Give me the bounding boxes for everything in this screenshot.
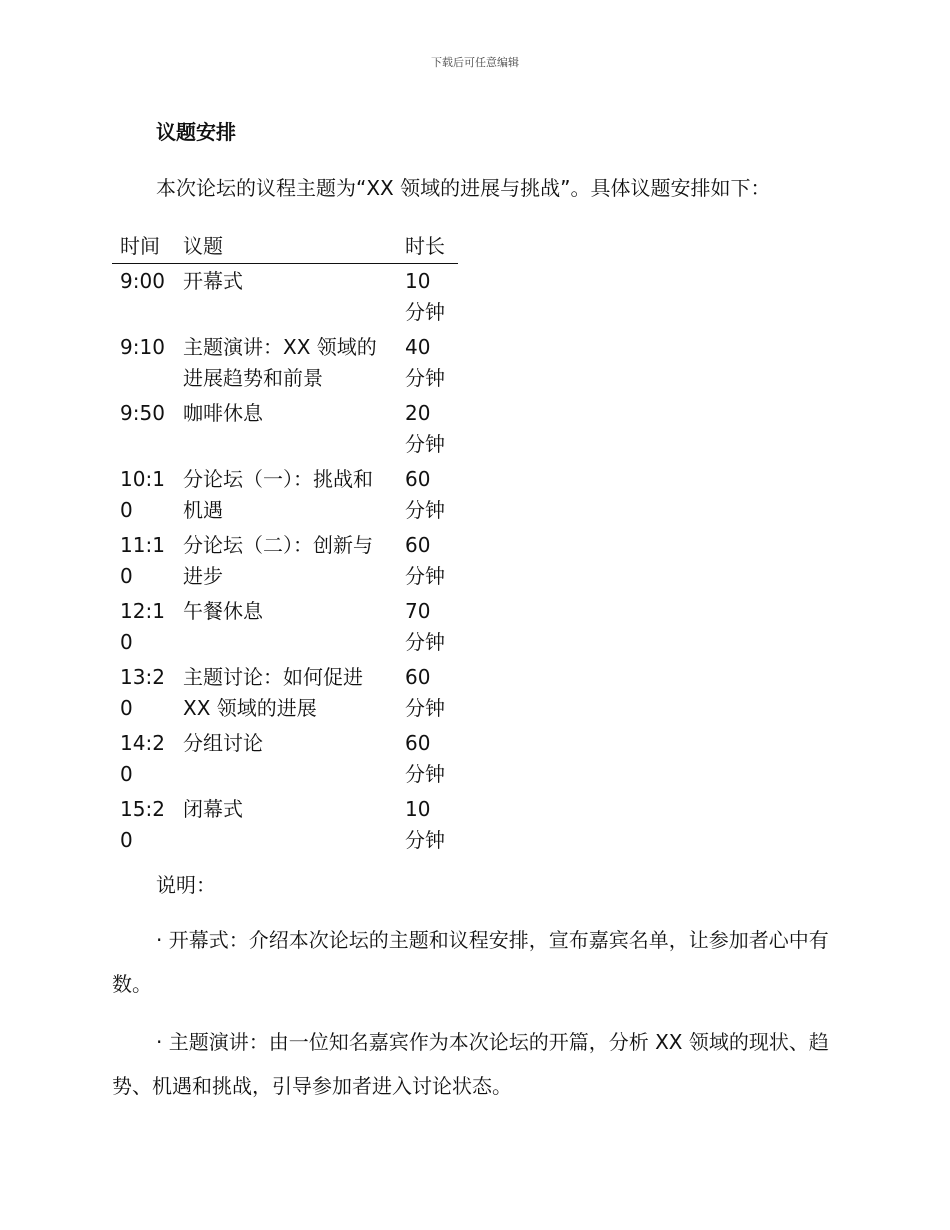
column-header-duration: 时长 xyxy=(397,229,458,264)
table-row xyxy=(112,660,458,726)
page-header-note: 下载后可任意编辑 xyxy=(431,56,519,69)
row-topic: 闭幕式 xyxy=(183,797,243,821)
row-topic: 咖啡休息 xyxy=(183,401,263,425)
note-item-opening: · 开幕式：介绍本次论坛的主题和议程安排，宣布嘉宾名单，让参加者心中有数。 xyxy=(112,928,829,996)
row-topic: 分组讨论 xyxy=(183,731,263,755)
row-duration: 60 分钟 xyxy=(405,533,445,588)
column-header-topic: 议题 xyxy=(175,229,397,264)
row-time: 9:10 xyxy=(120,335,165,359)
table-row xyxy=(112,594,458,660)
agenda-table xyxy=(112,229,458,858)
row-time: 11:10 xyxy=(120,533,165,588)
intro-paragraph: 本次论坛的议程主题为“XX 领域的进展与挑战”。具体议题安排如下： xyxy=(156,176,771,200)
notes-label: 说明： xyxy=(156,873,216,897)
row-topic: 主题演讲：XX 领域的进展趋势和前景 xyxy=(183,335,377,390)
table-row xyxy=(112,396,458,462)
row-topic: 主题讨论：如何促进 XX 领域的进展 xyxy=(183,665,363,720)
agenda-header-row xyxy=(112,229,458,264)
row-time: 9:50 xyxy=(120,401,165,425)
row-duration: 10 分钟 xyxy=(405,797,445,852)
row-duration: 60 分钟 xyxy=(405,665,445,720)
row-duration: 60 分钟 xyxy=(405,467,445,522)
row-duration: 10 分钟 xyxy=(405,269,445,324)
table-row xyxy=(112,264,458,331)
row-duration: 70 分钟 xyxy=(405,599,445,654)
note-item-keynote: · 主题演讲：由一位知名嘉宾作为本次论坛的开篇，分析 XX 领域的现状、趋势、机遇和挑战，引导参加者进入讨论状态。 xyxy=(112,1030,829,1098)
table-row xyxy=(112,462,458,528)
row-topic: 分论坛（一）：挑战和机遇 xyxy=(183,467,373,522)
row-time: 15:20 xyxy=(120,797,165,852)
row-duration: 20 分钟 xyxy=(405,401,445,456)
row-duration: 40 分钟 xyxy=(405,335,445,390)
row-time: 13:20 xyxy=(120,665,165,720)
row-time: 12:10 xyxy=(120,599,165,654)
row-time: 9:00 xyxy=(120,269,165,293)
table-row xyxy=(112,528,458,594)
row-duration: 60 分钟 xyxy=(405,731,445,786)
row-topic: 午餐休息 xyxy=(183,599,263,623)
row-time: 10:10 xyxy=(120,467,165,522)
section-title: 议题安排 xyxy=(156,120,236,144)
table-row xyxy=(112,726,458,792)
table-row xyxy=(112,330,458,396)
table-row xyxy=(112,792,458,858)
row-topic: 分论坛（二）：创新与进步 xyxy=(183,533,373,588)
row-time: 14:20 xyxy=(120,731,165,786)
column-header-time: 时间 xyxy=(112,229,175,264)
row-topic: 开幕式 xyxy=(183,269,243,293)
